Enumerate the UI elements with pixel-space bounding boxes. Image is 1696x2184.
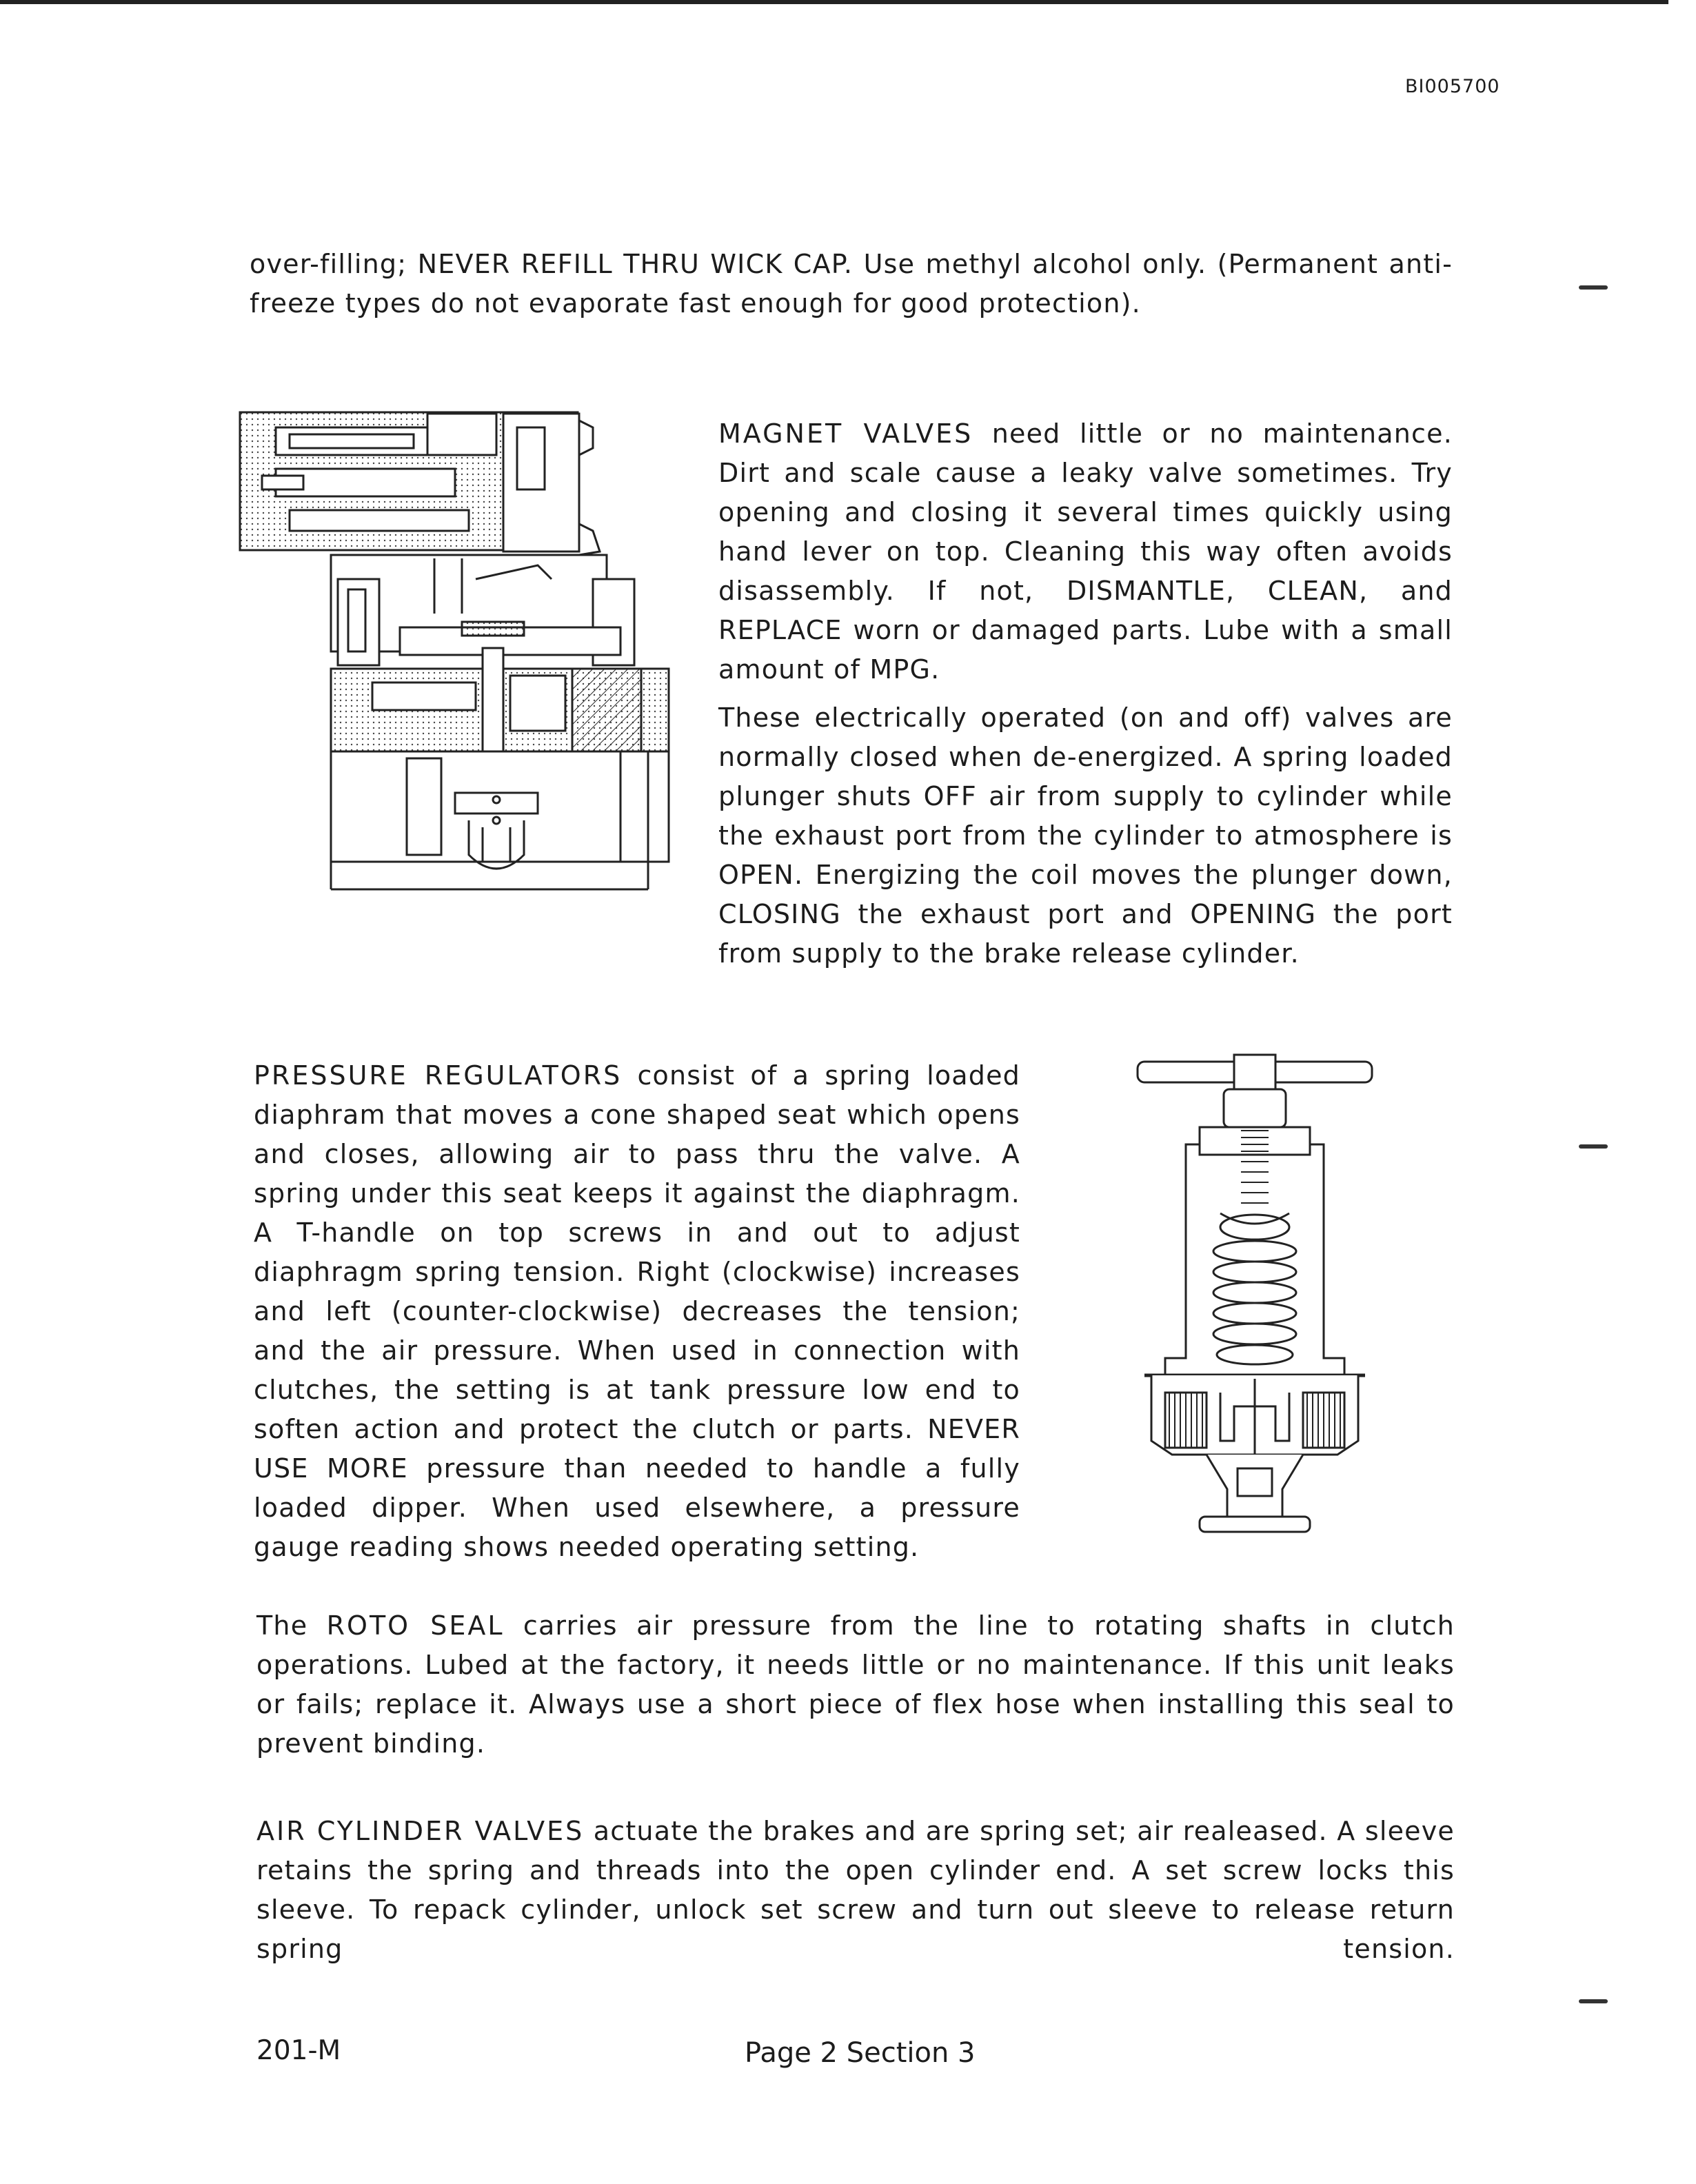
roto-seal-prefix: The [256,1610,327,1641]
air-cylinder-valves-text: actuate the brakes and are spring set; air realeased. A sleeve retains the spring and threads into the open cylinder end. A set screw locks this sleeve. To repack cylinder, unlock set screw and turn out sleeve to release return spring tension. [256,1816,1455,1964]
pressure-regulators-paragraph [254,1056,1020,1567]
magnet-valves-heading: MAGNET VALVES [718,418,973,449]
roto-seal-text: carries air pressure from the line to rotating shafts in clutch operations. Lubed at the factory, it needs little or no maintenance. If this unit leaks or fails; replace it. Always use a short piece of flex hose when installing this seal to prevent binding. [256,1610,1455,1759]
margin-mark [1579,1144,1608,1149]
roto-seal-heading: ROTO SEAL [326,1610,505,1641]
pressure-regulators-text: consist of a spring loaded diaphram that moves a cone shaped seat which opens and closes, allowing air to pass thru the valve. A spring under this seat keeps it against the diaphragm. A T-handle on top screws in and out to adjust diaphragm spring tension. Right (clockwise) increases and left (counter-clockwise) decreases the tension; and the air pressure. When used in connection with clutches, the setting is at tank pressure low end to soften action and protect the clutch or parts. NEVER USE MORE pressure than needed to handle a fully loaded dipper. When used elsewhere, a pressure gauge reading shows needed operating setting. [254,1060,1020,1562]
roto-seal-paragraph [256,1606,1455,1763]
margin-mark [1579,285,1608,290]
footer-page-number: Page 2 Section 3 [745,2037,976,2069]
antifreeze-paragraph: over-filling; NEVER REFILL THRU WICK CAP. Use methyl alcohol only. (Permanent anti-freeze types do not evaporate fast enough for good protection). [250,249,1453,318]
magnet-valves-operation-paragraph: These electrically operated (on and off) valves are normally closed when de-energized. A spring loaded plunger shuts OFF air from supply to cylinder while the exhaust port from the cylinder to atmosphere is OPEN. Energizing the coil moves the plunger down, CLOSING the exhaust port and OPENING the port from supply to the brake release cylinder. [718,702,1453,969]
magnet-valve-diagram [234,407,676,910]
air-cylinder-valves-heading: AIR CYLINDER VALVES [256,1816,585,1846]
pressure-regulators-heading: PRESSURE REGULATORS [254,1060,623,1091]
footer-document-code: 201-M [256,2035,341,2066]
margin-mark [1579,1999,1608,2003]
document-id: BI005700 [1405,76,1500,97]
top-rule [0,0,1668,4]
air-cylinder-valves-paragraph [256,1812,1455,1969]
magnet-valves-text: need little or no maintenance. Dirt and scale cause a leaky valve sometimes. Try opening and closing it several times quickly using hand lever on top. Cleaning this way often avoids disassembly. If not, DISMANTLE, CLEAN, and REPLACE worn or damaged parts. Lube with a small amount of MPG. [718,418,1453,685]
pressure-regulator-diagram [1124,1041,1386,1551]
magnet-valves-paragraph [718,414,1453,689]
